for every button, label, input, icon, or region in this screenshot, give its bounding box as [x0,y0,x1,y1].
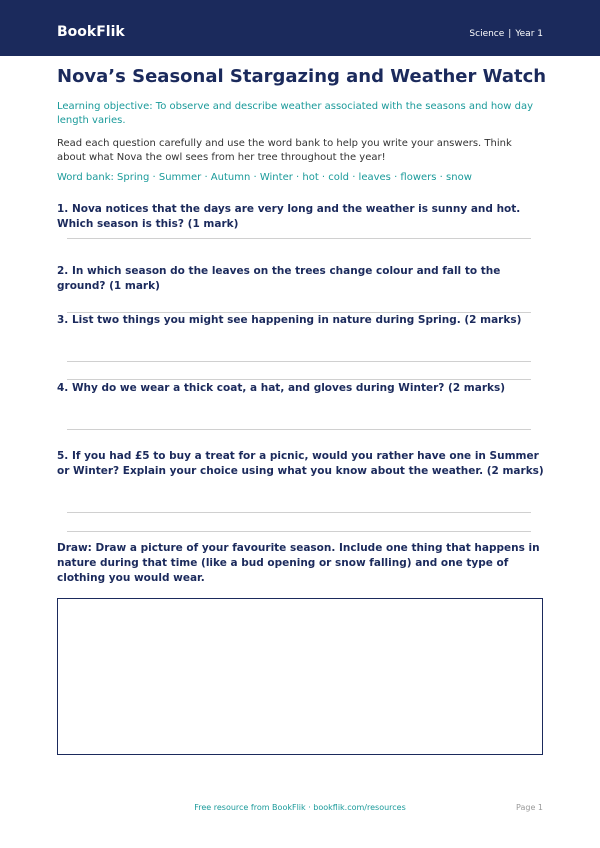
question-2: 2. In which season do the leaves on the trees change colour and fall to the ground? (1 mark) [57,265,501,292]
answer-line-5a[interactable] [67,512,531,513]
word-bank: Word bank: Spring · Summer · Autumn · Winter · hot · cold · leaves · flowers · snow [57,172,472,183]
page-number: Page 1 [516,803,543,812]
page-title: Nova’s Seasonal Stargazing and Weather Watch [57,66,547,87]
header-bar [0,0,600,56]
year-label: Year 1 [515,29,543,39]
learning-objective: Learning objective: To observe and describe weather associated with the seasons and how day length varies. [57,101,534,126]
question-3: 3. List two things you might see happening in nature during Spring. (2 marks) [57,314,522,326]
draw-task: Draw: Draw a picture of your favourite season. Include one thing that happens in nature during that time (like a bud opening or snow falling) and one type of clothing you would wear. [57,542,540,584]
answer-line-1[interactable] [67,238,531,239]
answer-line-5b[interactable] [67,531,531,532]
footer-text[interactable]: Free resource from BookFlik · bookflik.com/resources [194,803,406,812]
subject-year [469,27,543,41]
answer-line-4[interactable] [67,429,531,430]
answer-line-3a[interactable] [67,361,531,362]
drawing-box[interactable] [57,598,543,755]
meta-separator: | [508,29,512,39]
brand-logo[interactable]: BookFlik [57,24,125,40]
answer-line-3b[interactable] [67,379,531,380]
question-1: 1. Nova notices that the days are very long and the weather is sunny and hot. Which season is this? (1 mark) [57,203,521,230]
subject-label: Science [469,29,505,39]
question-5: 5. If you had £5 to buy a treat for a picnic, would you rather have one in Summer or Winter? Explain your choice using what you know about the weather. (2 marks) [57,450,544,477]
question-4: 4. Why do we wear a thick coat, a hat, and gloves during Winter? (2 marks) [57,382,506,394]
intro-text: Read each question carefully and use the word bank to help you write your answers. Think about what Nova the owl sees from her tree throughout the year! [57,138,512,163]
